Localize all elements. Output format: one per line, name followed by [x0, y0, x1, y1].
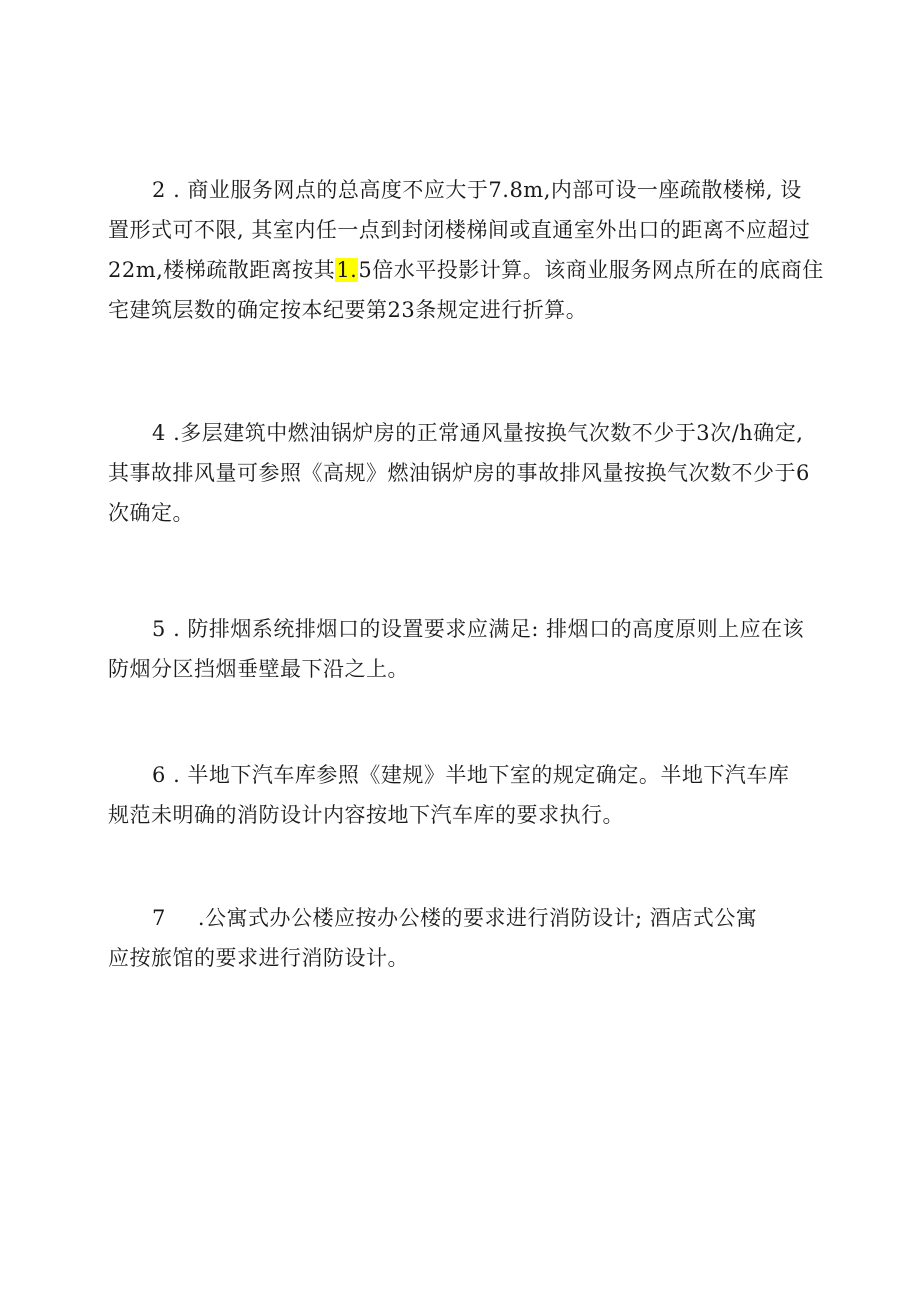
- paragraph-4-line-1: [108, 413, 820, 453]
- paragraph-5-line-2: 防烟分区挡烟垂壁最下沿之上。: [108, 657, 409, 681]
- paragraph-5: [108, 609, 820, 689]
- paragraph-4: [108, 413, 820, 533]
- paragraph-2-text-3a: 22m,楼梯疏散距离按其: [108, 258, 336, 282]
- highlighted-text: 1.: [336, 258, 358, 282]
- paragraph-7: [108, 898, 820, 978]
- paragraph-2-line-2: 置形式可不限, 其室内任一点到封闭楼梯间或直通室外出口的距离不应超过: [108, 218, 811, 242]
- paragraph-4-number: 4: [152, 421, 166, 445]
- paragraph-6: [108, 755, 820, 835]
- paragraph-6-number: 6: [152, 763, 166, 787]
- paragraph-7-number: 7: [152, 906, 166, 930]
- paragraph-6-line-1: [108, 755, 820, 795]
- paragraph-4-line-2: 其事故排风量可参照《高规》燃油锅炉房的事故排风量按换气次数不少于6: [108, 461, 810, 485]
- paragraph-7-line-1: [108, 898, 820, 938]
- paragraph-2-line-1: [108, 170, 820, 210]
- paragraph-2-text-3b: 5倍水平投影计算。该商业服务网点所在的底商住: [358, 258, 824, 282]
- paragraph-7-text-1: .公寓式办公楼应按办公楼的要求进行消防设计; 酒店式公寓: [197, 906, 758, 930]
- paragraph-2-line-3: [108, 250, 824, 290]
- paragraph-6-text-1: . 半地下汽车库参照《建规》半地下室的规定确定。半地下汽车库: [173, 763, 790, 787]
- paragraph-6-line-2: 规范未明确的消防设计内容按地下汽车库的要求执行。: [108, 803, 624, 827]
- paragraph-2: [108, 170, 824, 330]
- paragraph-5-number: 5: [152, 617, 166, 641]
- paragraph-4-line-3: 次确定。: [108, 501, 194, 525]
- paragraph-4-text-1: .多层建筑中燃油锅炉房的正常通风量按换气次数不少于3次/h确定,: [173, 421, 804, 445]
- paragraph-7-line-2: 应按旅馆的要求进行消防设计。: [108, 946, 409, 970]
- paragraph-2-line-4: 宅建筑层数的确定按本纪要第23条规定进行折算。: [108, 298, 588, 322]
- paragraph-2-number: 2: [152, 178, 166, 202]
- paragraph-5-line-1: [108, 609, 820, 649]
- paragraph-5-text-1: . 防排烟系统排烟口的设置要求应满足: 排烟口的高度原则上应在该: [173, 617, 805, 641]
- paragraph-2-text-1: . 商业服务网点的总高度不应大于7.8m,内部可设一座疏散楼梯, 设: [173, 178, 802, 202]
